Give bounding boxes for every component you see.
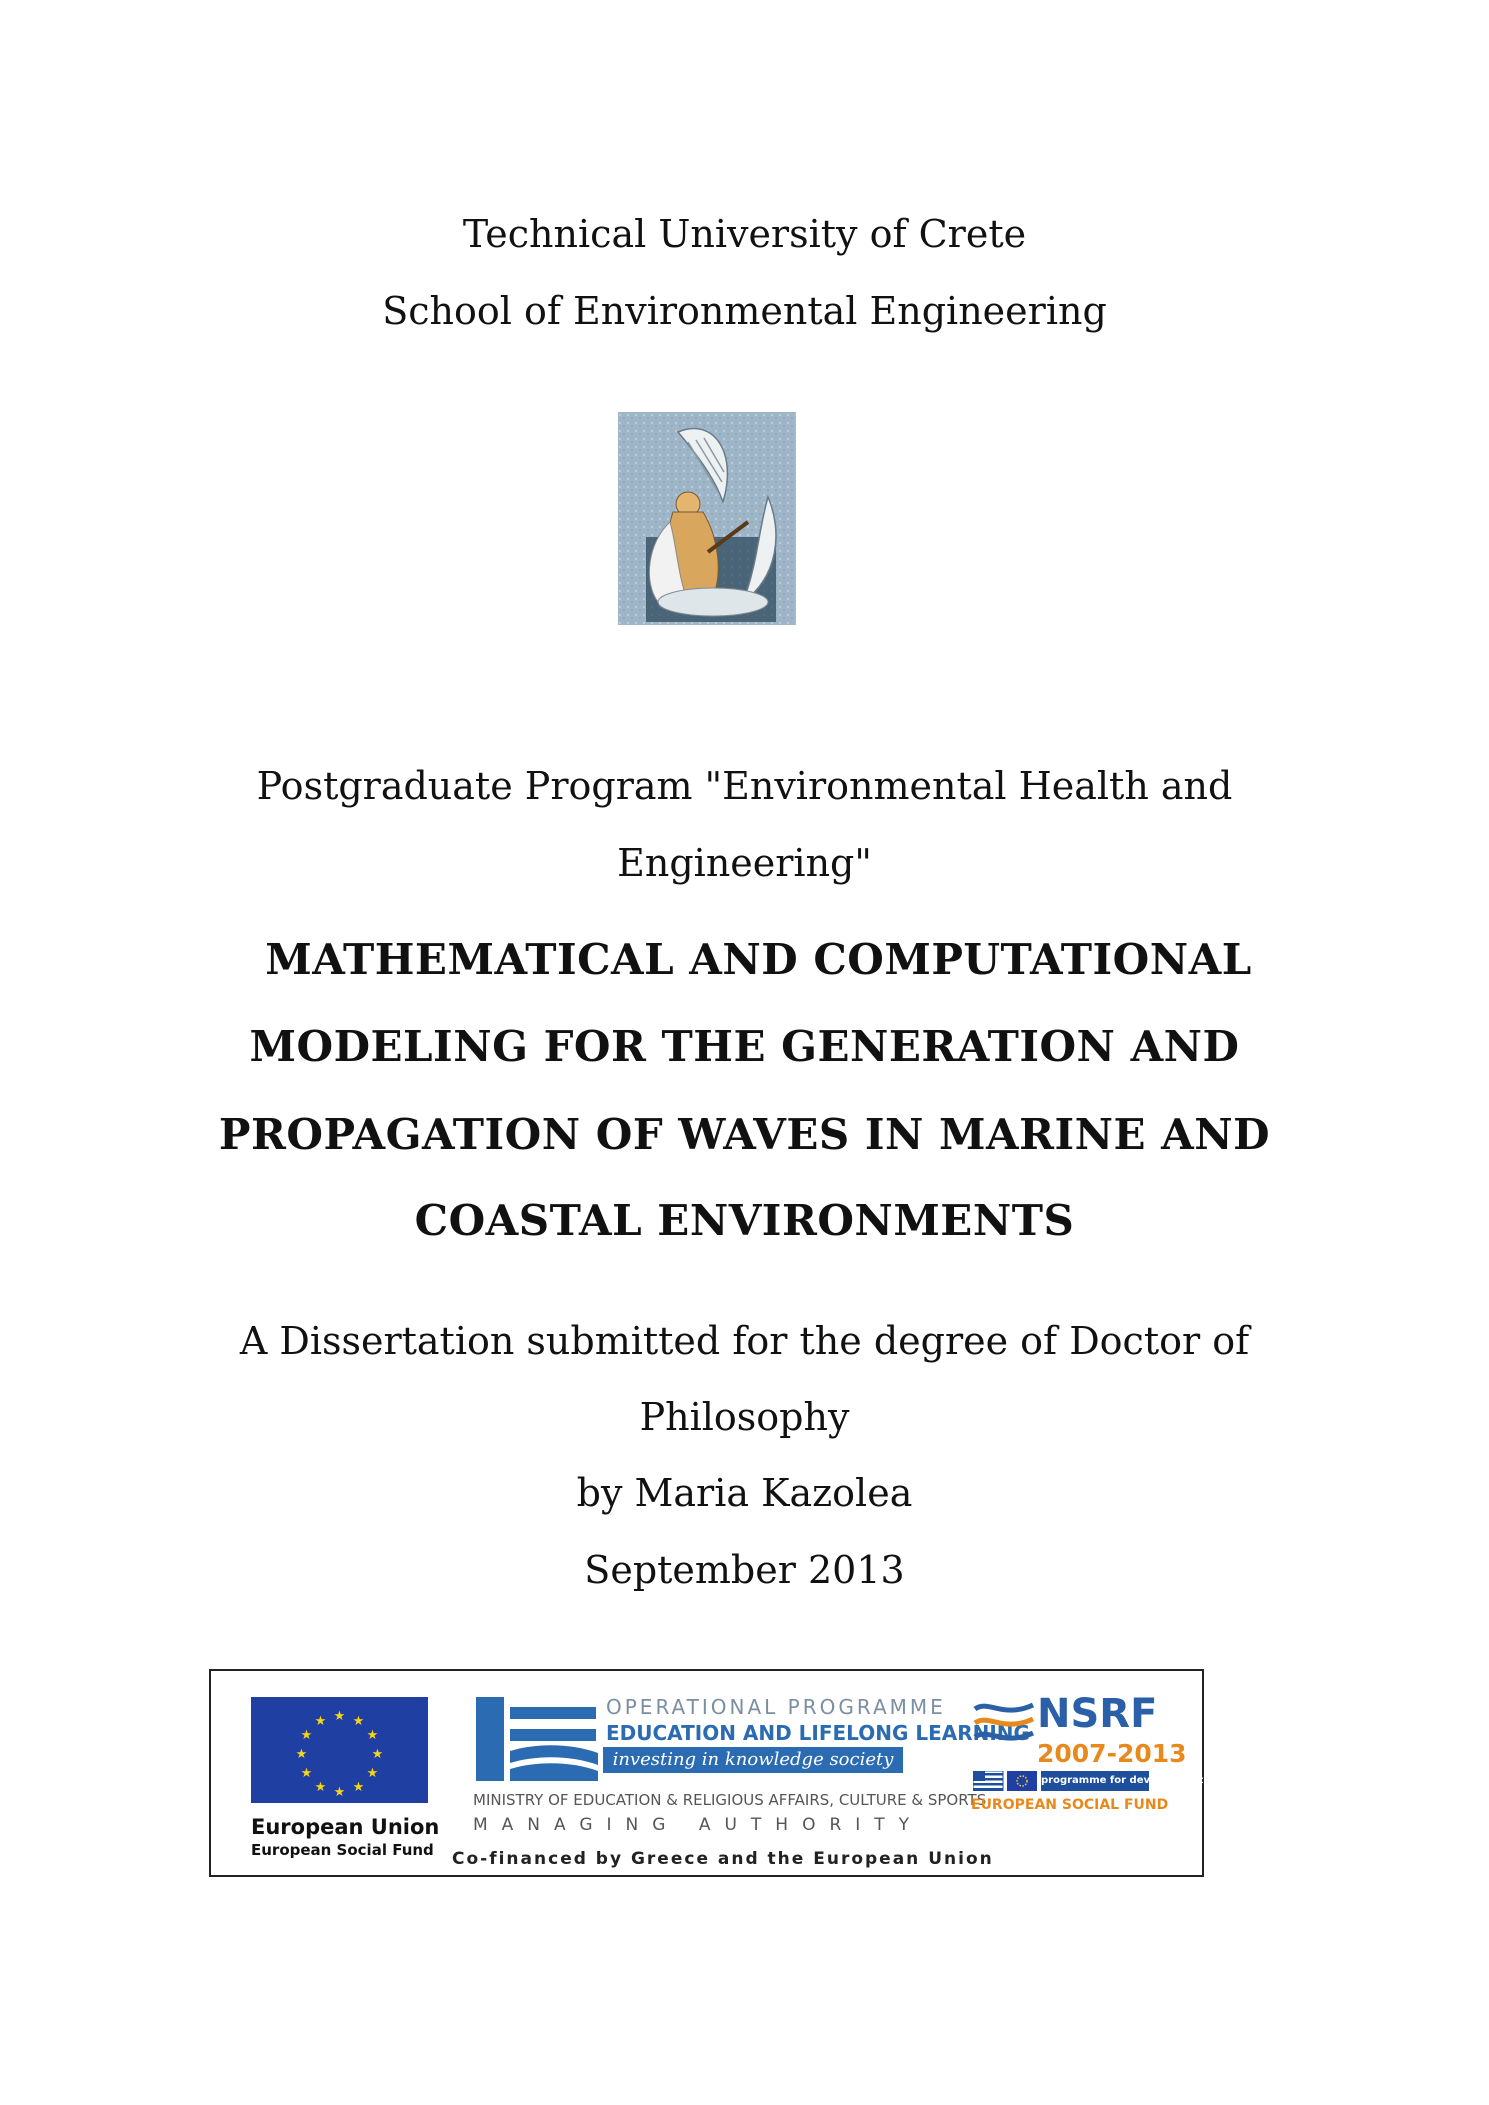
eu-name: European Union (251, 1815, 440, 1839)
op-authority: MANAGING AUTHORITY (473, 1815, 924, 1835)
university-name: Technical University of Crete (462, 212, 1027, 256)
svg-text:★: ★ (333, 1785, 346, 1800)
svg-text:★: ★ (314, 1780, 327, 1795)
university-emblem (618, 412, 796, 625)
title-line-1: MATHEMATICAL AND COMPUTATIONAL (265, 935, 1252, 984)
svg-text:★: ★ (371, 1747, 384, 1762)
program-line-1: Postgraduate Program "Environmental Health and (256, 764, 1233, 808)
svg-text:★: ★ (333, 1709, 346, 1724)
svg-text:★: ★ (366, 1728, 379, 1743)
svg-text:★: ★ (314, 1714, 327, 1729)
program-line-2: Engineering" (617, 841, 872, 885)
svg-text:★: ★ (300, 1766, 313, 1781)
author: by Maria Kazolea (576, 1471, 913, 1515)
nsrf-years: 2007-2013 (1037, 1739, 1187, 1768)
eu-flag-icon (251, 1697, 428, 1803)
eu-fund: European Social Fund (251, 1841, 434, 1859)
svg-text:★: ★ (295, 1747, 308, 1762)
dissertation-line-1: A Dissertation submitted for the degree of Doctor of (239, 1319, 1250, 1363)
greece-eu-flags-icon (973, 1771, 1037, 1791)
svg-text:★: ★ (300, 1728, 313, 1743)
nsrf-dev-label: programme for development (1041, 1771, 1149, 1791)
title-line-3: PROPAGATION OF WAVES IN MARINE AND (218, 1110, 1271, 1159)
cofinanced-text: Co-financed by Greece and the European Union (452, 1849, 994, 1869)
date: September 2013 (584, 1548, 905, 1592)
title-line-4: COASTAL ENVIRONMENTS (414, 1196, 1075, 1245)
nsrf-esf-label: EUROPEAN SOCIAL FUND (971, 1797, 1169, 1813)
funding-logos-box (209, 1669, 1204, 1877)
op-tagline: investing in knowledge society (603, 1747, 903, 1773)
school-name: School of Environmental Engineering (382, 289, 1107, 333)
svg-text:★: ★ (352, 1714, 365, 1729)
svg-text:★: ★ (352, 1780, 365, 1795)
op-education: EDUCATION AND LIFELONG LEARNING (606, 1721, 1030, 1745)
op-programme: OPERATIONAL PROGRAMME (606, 1695, 946, 1719)
title-line-2: MODELING FOR THE GENERATION AND (249, 1022, 1240, 1071)
dissertation-line-2: Philosophy (639, 1395, 850, 1439)
op-ministry: MINISTRY OF EDUCATION & RELIGIOUS AFFAIRS, CULTURE & SPORTS (473, 1791, 987, 1809)
book-logo-icon (476, 1697, 601, 1781)
svg-text:★: ★ (366, 1766, 379, 1781)
nsrf-title: NSRF (1037, 1691, 1158, 1737)
nsrf-waves-icon (973, 1697, 1035, 1752)
